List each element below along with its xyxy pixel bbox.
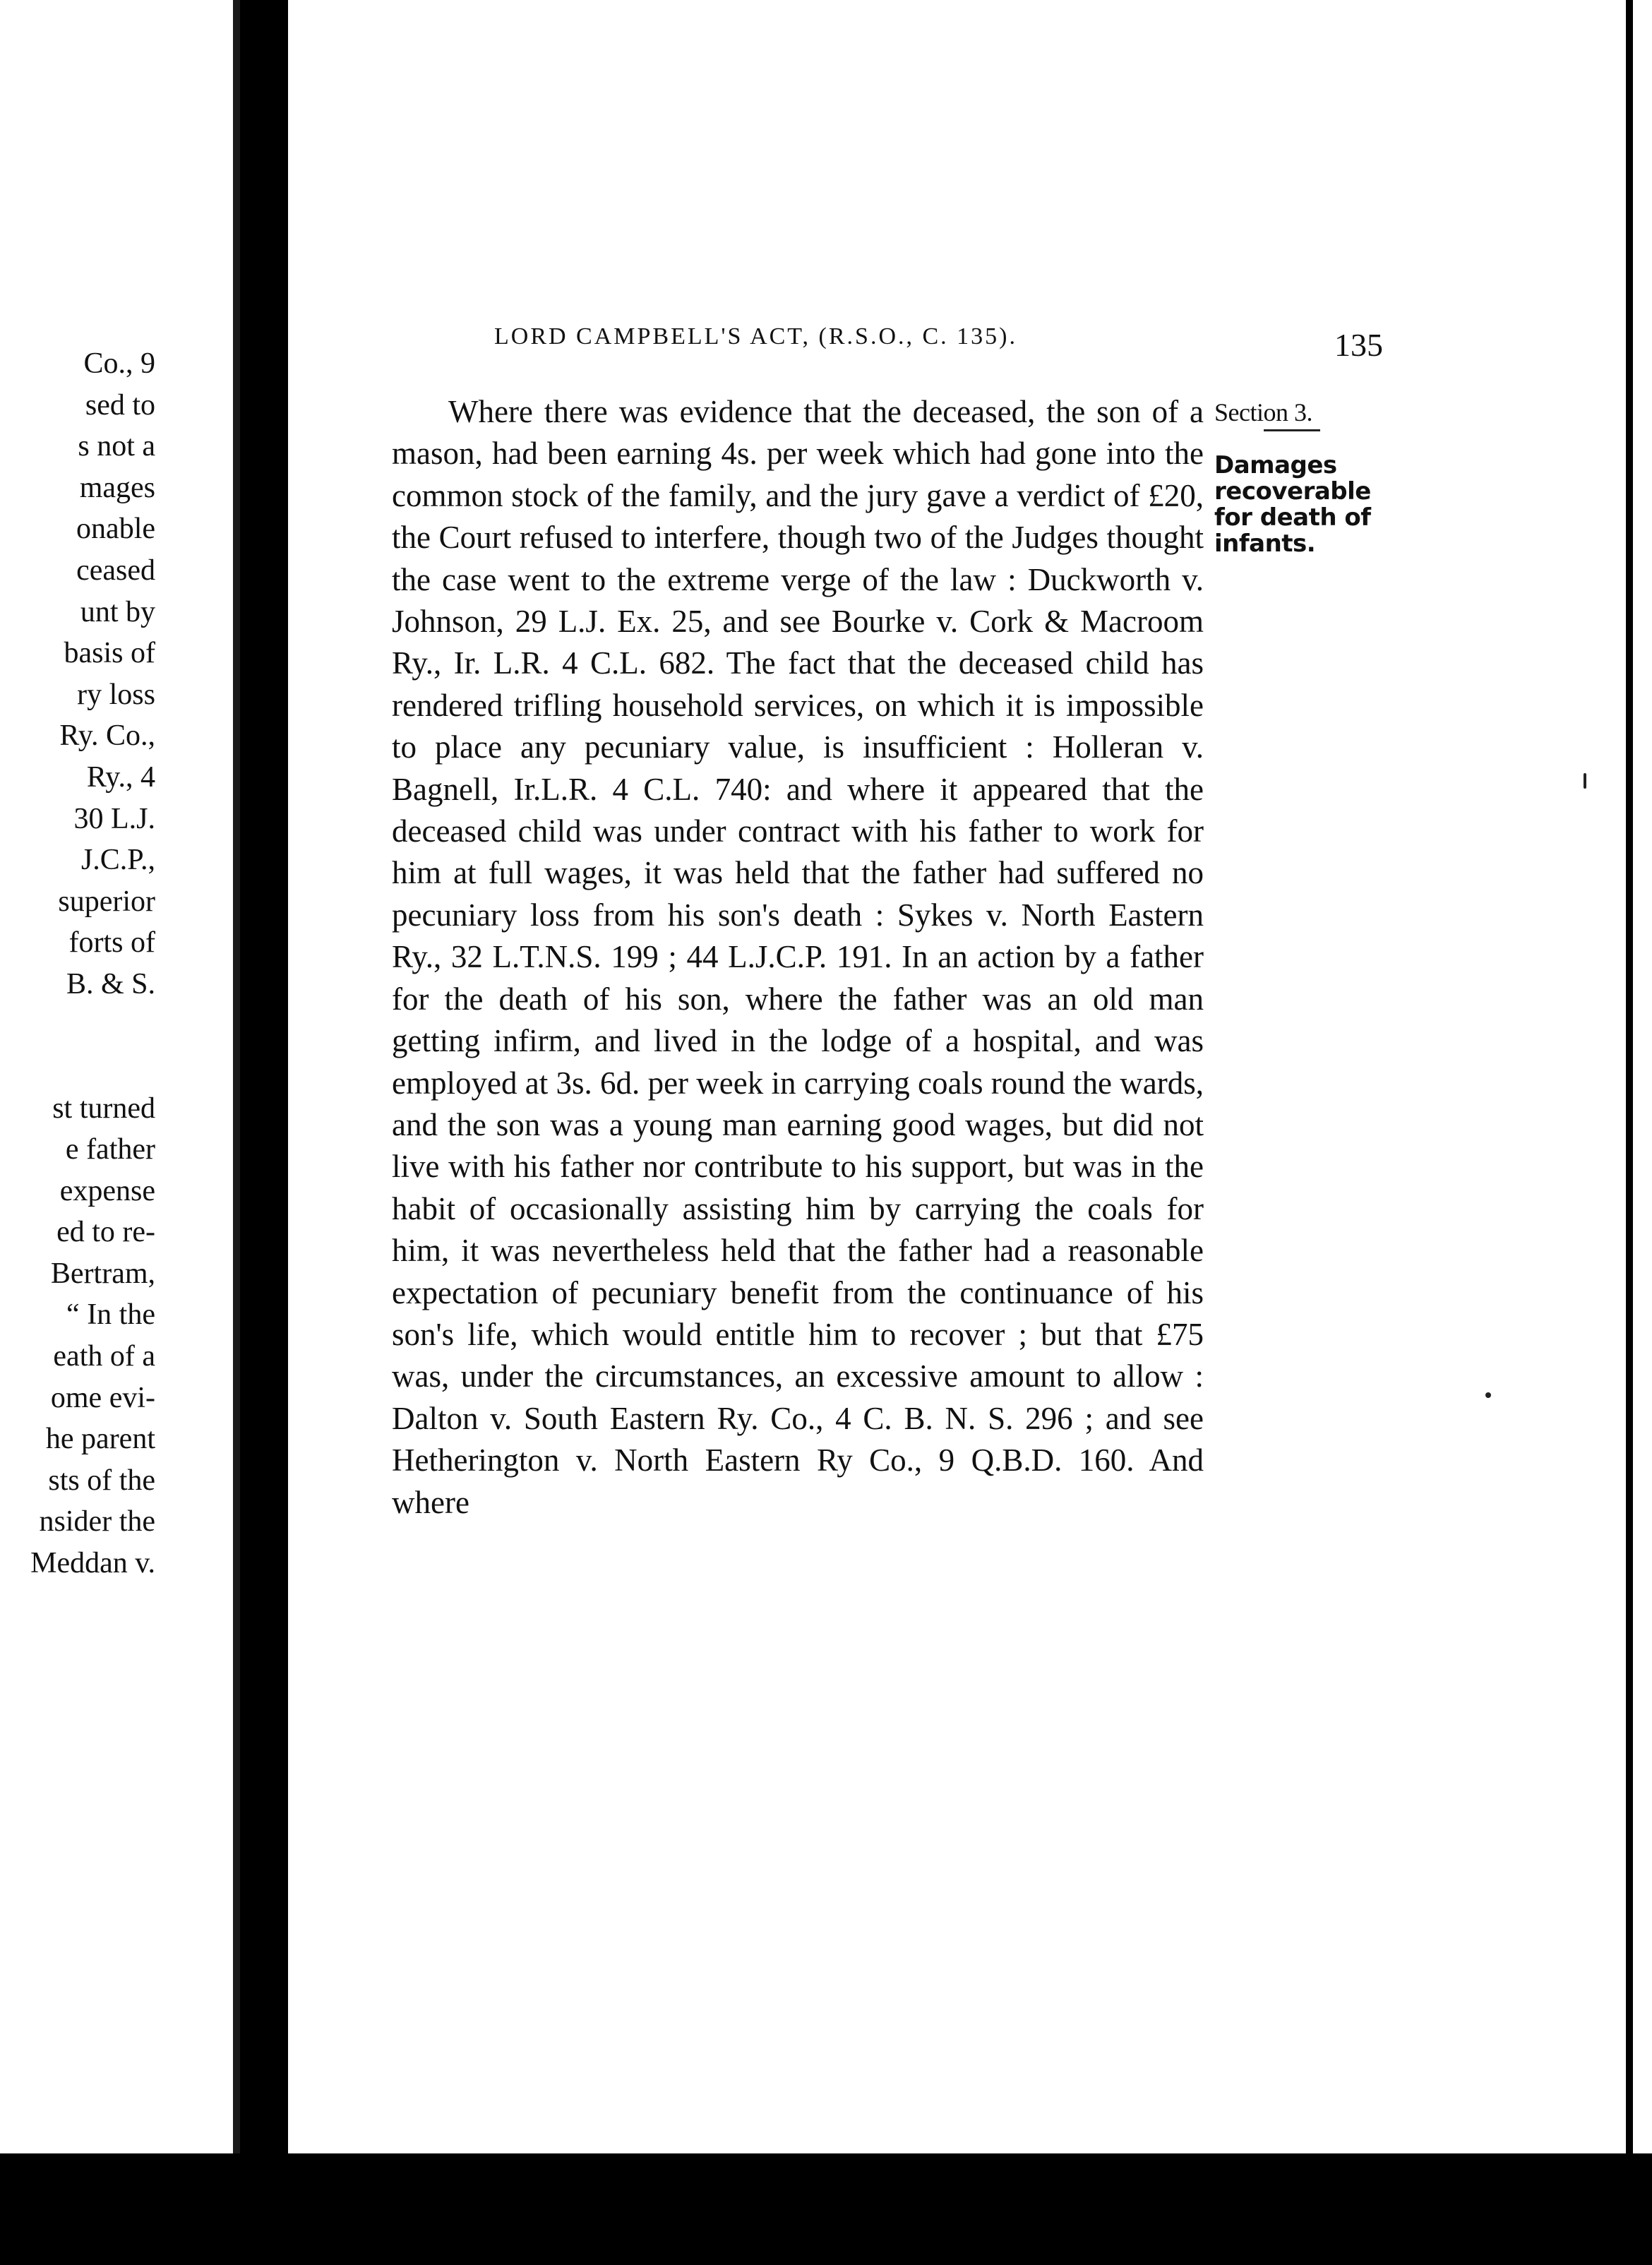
left-page-line: J.C.P., [80, 844, 155, 877]
body-text: Where there was evidence that the deceased, the son of a mason, had been earning 4s. per week which had gone into the common stock of the family, and the jury gave a verdict of £20, the Court refused to interfere, though two of the Judges thought the case went to the extreme verge of the law : Duckworth v. Johnson, 29 L.J. Ex. 25, and see Bourke v. Cork & Macroom Ry., Ir. L.R. 4 C.L. 682. The fact that the deceased child has rendered trifling household services, on which it is impossible to place any pecuniary value, is insufficient : Holleran v. Bagnell, Ir.L.R. 4 C.L. 740: and where it appeared that the deceased child was under contract with his father to work for him at full wages, it was held that the father had suffered no pecuniary loss from his son's death : Sykes v. North Eastern Ry., 32 L.T.N.S. 199 ; 44 L.J.C.P. 191. In an action by a father for the death of his son, where the father was an old man getting infirm, and lived in the lodge of a hospital, and was employed at 3s. 6d. per week in carrying coals round the wards, and the son was a young man earning good wages, but did not live with his father nor contribute to his support, but was in the habit of occasionally assisting him by carrying the coals for him, it was nevertheless held that the father had a reasonable expectation of pecuniary benefit from the continuance of his son's life, which would entitle him to recover ; but that £75 was, under the circumstances, an excessive amount to allow : Dalton v. South Eastern Ry. Co., 4 C. B. N. S. 296 ; and see Hetherington v. North Eastern Ry Co., 9 Q.B.D. 160. And where [392, 394, 1204, 1520]
left-page-line: he parent [45, 1423, 155, 1456]
left-page-line: basis of [64, 637, 155, 670]
left-page-line: Meddan v. [30, 1547, 155, 1580]
left-page-line: forts of [68, 926, 155, 960]
left-page-line: ome evi- [50, 1381, 155, 1414]
page-edge [1626, 0, 1633, 2153]
left-page-line: mages [79, 471, 155, 504]
left-page-line: superior [58, 885, 155, 918]
margin-note [1214, 400, 1384, 557]
left-page [0, 0, 233, 2153]
left-page-line: s not a [78, 430, 155, 463]
left-page-line: Ry. Co., [59, 719, 155, 753]
left-page-line: Co., 9 [83, 347, 155, 380]
margin-section-label: Section 3. [1214, 398, 1312, 426]
scan-speck [1584, 773, 1586, 789]
left-page-line: expense [59, 1174, 155, 1207]
left-page-line: onable [76, 513, 155, 546]
left-page-line: ceased [76, 554, 155, 587]
left-page-line: “ In the [66, 1298, 155, 1332]
left-page-line: st turned [52, 1092, 155, 1125]
left-page-line: sed to [85, 388, 155, 422]
scan-border [0, 2153, 1652, 2265]
margin-heading: Damages recoverable for death of infants. [1214, 451, 1371, 558]
scan-speck [1485, 1392, 1491, 1398]
left-page-line: sts of the [48, 1464, 155, 1497]
left-page-gap [0, 1005, 155, 1088]
left-page-line: unt by [80, 595, 155, 628]
left-page-line: ed to re- [56, 1216, 155, 1249]
left-page-line: nsider the [39, 1505, 155, 1538]
left-page-line: e father [65, 1133, 155, 1166]
left-page-line: 30 L.J. [73, 802, 155, 835]
left-page-line: Ry., 4 [86, 760, 155, 794]
page-fold [233, 0, 240, 2153]
page-number: 135 [1334, 327, 1383, 363]
left-page-line: B. & S. [66, 967, 155, 1000]
running-head: LORD CAMPBELL'S ACT, (R.S.O., C. 135). [494, 323, 1018, 349]
body-paragraph [392, 391, 1204, 1524]
left-page-line: ry loss [77, 678, 155, 711]
left-page-text [0, 343, 155, 1584]
margin-rule [1264, 429, 1320, 431]
left-page-line: eath of a [53, 1340, 155, 1373]
book-gutter [240, 0, 288, 2153]
left-page-line: Bertram, [50, 1257, 155, 1290]
